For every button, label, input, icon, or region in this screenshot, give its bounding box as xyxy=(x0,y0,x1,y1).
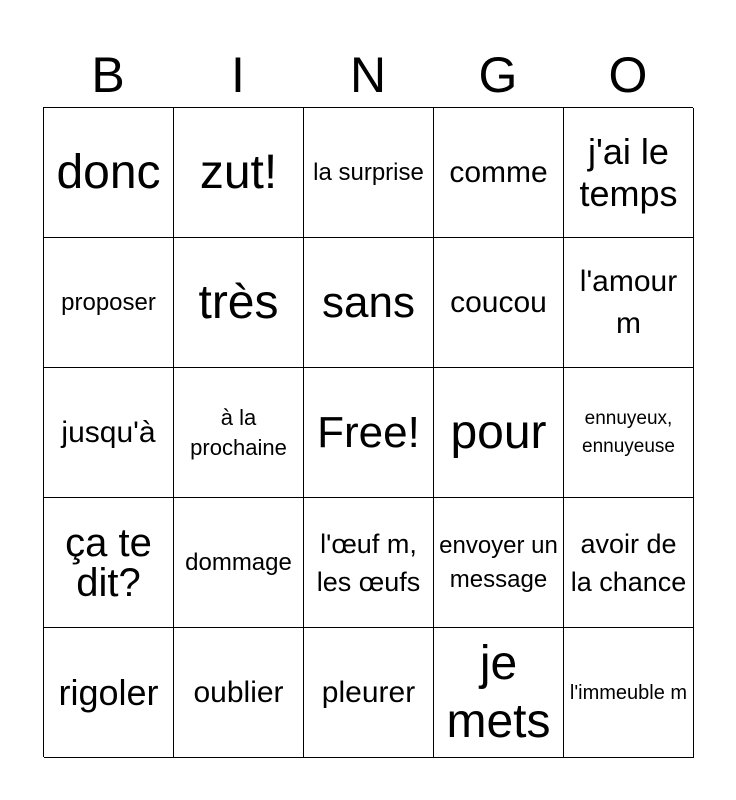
cell-text: j'ai le temps xyxy=(579,130,678,214)
bingo-cell-r5-c5[interactable] xyxy=(564,628,694,758)
bingo-cell-r1-c4[interactable] xyxy=(434,108,564,238)
cell-text: proposer xyxy=(61,288,156,316)
cell-text: donc xyxy=(56,145,161,199)
bingo-cell-r4-c5[interactable] xyxy=(564,498,694,628)
cell-text: l'amour m xyxy=(579,264,678,340)
bingo-cell-r2-c2[interactable] xyxy=(174,238,304,368)
cell-text: ennuyeux, ennuyeuse xyxy=(582,407,675,457)
header-letter-n: N xyxy=(349,47,387,103)
bingo-cell-r3-c1[interactable] xyxy=(44,368,174,498)
cell-text: pleurer xyxy=(321,675,416,709)
cell-text: envoyer un message xyxy=(439,531,558,593)
bingo-cell-r1-c3[interactable] xyxy=(304,108,434,238)
cell-text: avoir de la chance xyxy=(570,528,687,597)
bingo-cell-r5-c2[interactable] xyxy=(174,628,304,758)
cell-text: rigoler xyxy=(58,671,159,713)
cell-text: coucou xyxy=(450,285,547,319)
bingo-cell-r3-c3[interactable] xyxy=(304,368,434,498)
cell-text: ça te dit? xyxy=(65,520,152,605)
cell-text: sans xyxy=(322,277,415,327)
bingo-cell-r3-c5[interactable] xyxy=(564,368,694,498)
bingo-cell-r5-c1[interactable] xyxy=(44,628,174,758)
bingo-cell-r1-c1[interactable] xyxy=(44,108,174,238)
cell-text: l'œuf m, les œufs xyxy=(316,528,421,597)
header-letter-b: B xyxy=(91,47,125,103)
cell-text: pour xyxy=(450,405,547,459)
cell-text: dommage xyxy=(185,548,292,576)
bingo-cell-r5-c3[interactable] xyxy=(304,628,434,758)
bingo-cell-r3-c4[interactable] xyxy=(434,368,564,498)
cell-text: à la prochaine xyxy=(190,404,287,460)
bingo-cell-r4-c3[interactable] xyxy=(304,498,434,628)
bingo-cell-r4-c2[interactable] xyxy=(174,498,304,628)
bingo-board xyxy=(43,107,693,757)
cell-text: très xyxy=(198,275,279,329)
bingo-header xyxy=(43,45,693,105)
header-letter-o: O xyxy=(608,47,648,103)
cell-text: je mets xyxy=(446,636,551,748)
header-letter-i: I xyxy=(231,47,245,103)
bingo-cell-r1-c2[interactable] xyxy=(174,108,304,238)
bingo-cell-r2-c3[interactable] xyxy=(304,238,434,368)
cell-text: oublier xyxy=(193,675,284,709)
bingo-cell-r1-c5[interactable] xyxy=(564,108,694,238)
header-letter-g: G xyxy=(478,47,518,103)
bingo-cell-r4-c4[interactable] xyxy=(434,498,564,628)
cell-text: zut! xyxy=(199,145,278,199)
bingo-cell-r2-c1[interactable] xyxy=(44,238,174,368)
bingo-cell-r2-c4[interactable] xyxy=(434,238,564,368)
cell-text: Free! xyxy=(317,407,420,457)
bingo-cell-r2-c5[interactable] xyxy=(564,238,694,368)
cell-text: comme xyxy=(449,155,548,189)
bingo-cell-r4-c1[interactable] xyxy=(44,498,174,628)
cell-text: jusqu'à xyxy=(61,415,156,449)
bingo-cell-r3-c2[interactable] xyxy=(174,368,304,498)
cell-text: l'immeuble m xyxy=(569,681,688,704)
bingo-cell-r5-c4[interactable] xyxy=(434,628,564,758)
cell-text: la surprise xyxy=(313,158,424,186)
